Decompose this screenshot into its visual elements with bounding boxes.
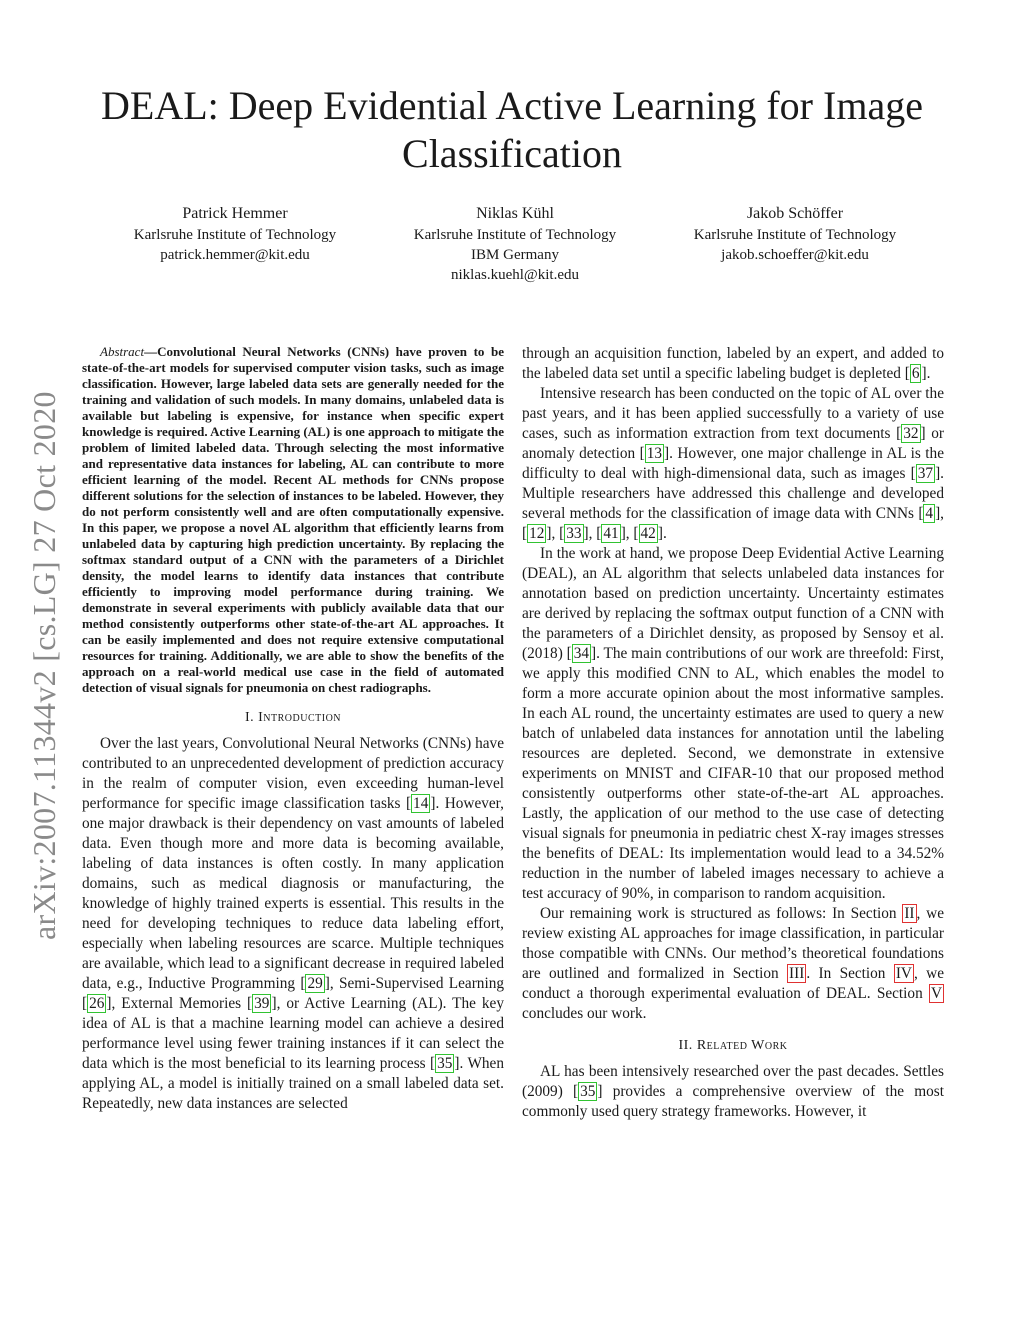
citation-link[interactable]: 13 [646, 445, 663, 462]
arxiv-identifier: arXiv:2007.11344v2 [cs.LG] 27 Oct 2020 [26, 391, 62, 940]
section-link[interactable]: V [930, 985, 942, 1002]
title-line-2: Classification [402, 131, 622, 176]
author-affiliation: Karlsruhe Institute of Technology [133, 227, 337, 243]
intro-paragraph-4: Our remaining work is structured as follows: In Section II , we review existing AL approaches for image classification, in particular those compatible with CNNs. Our method’s theoretical foundations are outlined and formalized in Section III . In Section IV , we conduct a thorough experimental evaluation of DEAL. Section V concludes our work. [522, 905, 944, 1022]
citation-link[interactable]: 12 [529, 525, 545, 542]
citation-link[interactable]: 35 [437, 1055, 453, 1072]
intro-paragraph-3: In the work at hand, we propose Deep Evidential Active Learning (DEAL), an AL algorithm that selects unlabeled data instances for annotation based on prediction uncertainty. Uncertainty estimates are derived by replacing the softmax output function of a CNN with the parameters of a Dirichlet density, as proposed by Sensoy et al. (2018) [ 34 ]. The main contributions of our work are threefold: First, we apply this modified CNN to AL, which enables the model to form a more accurate opinion about the most informative samples. In each AL round, the uncertainty estimates are used to query a new batch of unlabeled data instances for annotation until the labeling resources are depleted. Second, we demonstrate in extensive experiments on MNIST and CIFAR-10 that our proposed method consistently outperforms other state-of-the-art AL approaches. Lastly, the application of our method to the use case of detecting visual signals for pneumonia in pediatric chest X-ray images stresses the benefits of DEAL: Its implementation would lead to a 34.52% reduction in the number of labeled images necessary to achieve a test accuracy of 90%, in comparison to random acquisition. [522, 545, 944, 902]
section-heading-introduction: I. Introduction [244, 710, 342, 725]
author-block [100, 203, 930, 285]
right-column [522, 344, 944, 1122]
author-name: Niklas Kühl [476, 205, 554, 222]
author-email[interactable]: niklas.kuehl@kit.edu [451, 267, 579, 283]
section-heading-related-work: II. Related Work [678, 1038, 788, 1053]
abstract-text: —Convolutional Neural Networks (CNNs) have proven to be state-of-the-art models for supervised computer vision tasks, such as image classification. However, large labeled data sets are generally needed for the training and validation of such models. In many domains, unlabeled data is available but labeling is expensive, for instance when specific expert knowledge is required. Active Learning (AL) is one approach to mitigate the problem of limited labeled data. Through selecting the most informative and representative data instances for labeling, AL can contribute to more efficient learning of the model. Recent AL methods for CNNs propose different solutions for the selection of instances to be labeled. However, they do not perform consistently well and are often computationally expensive. In this paper, we propose a novel AL algorithm that efficiently learns from unlabeled data by capturing high prediction uncertainty. By replacing the softmax standard output of a CNN with the parameters of a Dirichlet density, the model learns to identify data instances that contribute efficiently to improving model performance during training. We demonstrate in several experiments with publicly available data that our method consistently outperforms other state-of-the-art AL approaches. It can be easily implemented and does not require extensive computational resources for training. Additionally, we are able to show the benefits of the approach on a real-world medical use case in the field of automated detection of visual signals for pneumonia on chest radiographs. [82, 344, 504, 695]
citation-link[interactable]: 29 [307, 975, 323, 992]
author-kuehl [380, 203, 650, 285]
citation-link[interactable]: 32 [903, 425, 919, 442]
related-paragraph-1: AL has been intensively researched over the past decades. Settles (2009) [ 35 ] provides a comprehensive overview of the most commonly used query strategy frameworks. However, it [522, 1063, 945, 1120]
intro-paragraph-2: Intensive research has been conducted on the topic of AL over the past years, and it has been applied successfully to a variety of use cases, such as information extraction from text documents [ 32 ] or anomaly detection [ 13 ]. However, one major challenge in AL is the difficulty to deal with high-dimensional data, such as images [ 37 ]. Multiple researchers have addressed this challenge and developed several methods for the classification of image data with CNNs [ 4 ], [ 12 ], [ 33 ], [ 41 ], [ 42 ]. [522, 385, 944, 542]
abstract [82, 344, 504, 696]
left-column [82, 344, 504, 1114]
citation-link[interactable]: 42 [640, 525, 656, 542]
author-email[interactable]: patrick.hemmer@kit.edu [160, 247, 310, 263]
intro-paragraph-1-continued: through an acquisition function, labeled by an expert, and added to the labeled data set until a specific labeling budget is depleted [ 6 ]. [522, 345, 944, 382]
paper-title [60, 82, 964, 178]
section-link[interactable]: III [789, 965, 805, 982]
abstract-label: Abstract [100, 344, 145, 359]
citation-link[interactable]: 41 [603, 525, 619, 542]
citation-link[interactable]: 35 [580, 1083, 596, 1100]
citation-link[interactable]: 14 [413, 795, 429, 812]
author-hemmer [100, 203, 370, 285]
section-link[interactable]: IV [895, 965, 912, 982]
author-affiliation: Karlsruhe Institute of Technology [693, 227, 897, 243]
title-line-1: DEAL: Deep Evidential Active Learning for Image [101, 83, 923, 128]
citation-link[interactable]: 26 [89, 995, 105, 1012]
citation-link[interactable]: 6 [911, 365, 920, 382]
section-link[interactable]: II [904, 905, 915, 922]
citation-link[interactable]: 39 [254, 995, 270, 1012]
author-affiliation-2: IBM Germany [471, 247, 559, 263]
author-name: Jakob Schöffer [746, 205, 844, 222]
author-email[interactable]: jakob.schoeffer@kit.edu [721, 247, 869, 263]
citation-link[interactable]: 33 [566, 525, 582, 542]
author-affiliation: Karlsruhe Institute of Technology [413, 227, 617, 243]
author-schoeffer [660, 203, 930, 285]
intro-paragraph-1: Over the last years, Convolutional Neural Networks (CNNs) have contributed to an unprecedented development of prediction accuracy in the realm of computer vision, even exceeding human-level performance for specific image classification tasks [ 14 ]. However, one major drawback is their dependency on vast amounts of labeled data. Even though more and more data is becoming available, labeling of data instances is often costly. In many application domains, such as medical diagnosis or manufacturing, the knowledge of highly trained experts is essential. This results in the need for developing techniques to reduce data labeling effort, especially when labeling resources are scarce. Multiple techniques are available, which lead to a significant decrease in required labeled data, e.g., Inductive Programming [ 29 ], Semi-Supervised Learning [ 26 ], External Memories [ 39 ], or Active Learning (AL). The key idea of AL is that a machine learning model can achieve a desired performance level using fewer training instances if it can select the data which is the most beneficial to its learning process [ 35 ]. When applying AL, a model is initially trained on a small labeled data set. Repeatedly, new data instances are selected [82, 735, 505, 1112]
citation-link[interactable]: 37 [917, 465, 934, 482]
author-name: Patrick Hemmer [182, 205, 288, 222]
citation-link[interactable]: 4 [925, 505, 934, 522]
citation-link[interactable]: 34 [573, 645, 590, 662]
